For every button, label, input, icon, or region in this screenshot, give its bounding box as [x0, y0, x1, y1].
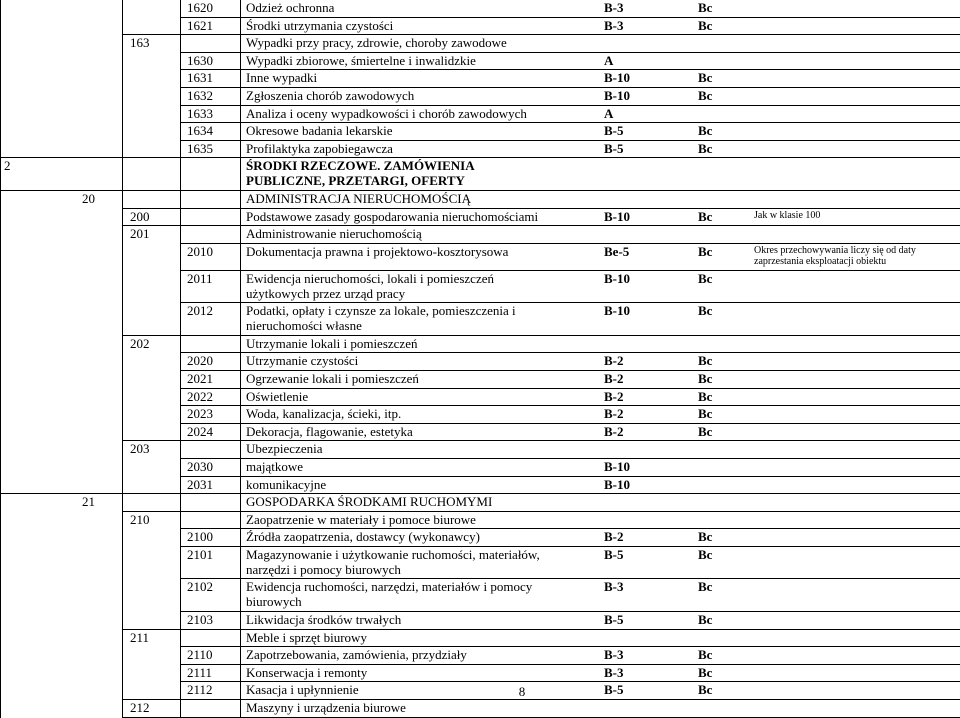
bc-marker: Bc	[698, 406, 713, 422]
class-number: 2020	[187, 353, 213, 369]
class-number: 2112	[187, 682, 213, 698]
table-row	[0, 191, 960, 208]
archive-category: B-10	[604, 70, 630, 86]
class-number: 1621	[187, 17, 213, 33]
class-name: Magazynowanie i użytkowanie ruchomości, materiałów,	[246, 546, 540, 562]
class-name-continued: PUBLICZNE, PRZETARGI, OFERTY	[246, 173, 465, 189]
class-number: 1631	[187, 70, 213, 86]
table-row	[0, 529, 960, 546]
class-number: 2101	[187, 546, 213, 562]
class-number: 2022	[187, 388, 213, 404]
class-number: 2102	[187, 579, 213, 595]
bc-marker: Bc	[698, 423, 713, 439]
archive-category: B-2	[604, 388, 624, 404]
bc-marker: Bc	[698, 208, 713, 224]
class-name: Administrowanie nieruchomością	[246, 226, 422, 242]
class-name: Okresowe badania lekarskie	[246, 123, 393, 139]
class-name: Ubezpieczenia	[246, 441, 323, 457]
table-row	[0, 665, 960, 682]
bc-marker: Bc	[698, 579, 713, 595]
table-row	[0, 353, 960, 370]
archive-category: B-10	[604, 208, 630, 224]
table-row	[0, 141, 960, 158]
table-row	[0, 123, 960, 140]
archive-category: B-3	[604, 647, 624, 663]
class-number: 1635	[187, 140, 213, 156]
section-number: 2	[4, 158, 11, 174]
class-number: 2021	[187, 370, 213, 386]
table-row	[0, 459, 960, 476]
bc-marker: Bc	[698, 388, 713, 404]
page-number: 8	[518, 684, 526, 699]
class-name: Podatki, opłaty i czynsze za lokale, pomieszczenia i	[246, 303, 516, 319]
group-number: 21	[82, 494, 95, 510]
bc-marker: Bc	[698, 17, 713, 33]
bc-marker: Bc	[698, 546, 713, 562]
class-number: 2012	[187, 303, 213, 319]
subgroup-number: 200	[130, 208, 150, 224]
subgroup-number: 203	[130, 441, 150, 457]
class-name: Inne wypadki	[246, 70, 318, 86]
subgroup-number: 210	[130, 511, 150, 527]
class-name-continued: narzędzi i pomocy biurowych	[246, 561, 401, 577]
class-name: Oświetlenie	[246, 388, 309, 404]
bc-marker: Bc	[698, 370, 713, 386]
table-row	[0, 406, 960, 423]
table-row	[0, 0, 960, 17]
class-name: Utrzymanie lokali i pomieszczeń	[246, 335, 418, 351]
table-row	[0, 271, 960, 303]
class-name: Zgłoszenia chorób zawodowych	[246, 88, 415, 103]
subgroup-number: 212	[130, 699, 150, 715]
class-name: Woda, kanalizacja, ścieki, itp.	[246, 406, 402, 422]
bc-marker: Bc	[698, 664, 713, 680]
table-row	[0, 424, 960, 441]
table-row	[0, 512, 960, 529]
archive-category: B-2	[604, 529, 624, 545]
archive-category: B-10	[604, 476, 630, 492]
archive-category: B-5	[604, 123, 624, 139]
table-row	[0, 18, 960, 35]
archive-category: B-10	[604, 270, 630, 286]
archive-category: B-10	[604, 303, 630, 319]
table-row	[0, 88, 960, 105]
archive-category: B-2	[604, 353, 624, 369]
table-row	[0, 53, 960, 70]
archive-category: B-10	[604, 458, 630, 474]
class-name: Ewidencja ruchomości, narzędzi, materiałów i pomocy	[246, 579, 533, 595]
class-name: komunikacyjne	[246, 476, 327, 492]
archive-category: B-5	[604, 546, 624, 562]
class-name: Środki utrzymania czystości	[246, 17, 394, 33]
bc-marker: Bc	[698, 353, 713, 369]
bc-marker: Bc	[698, 529, 713, 545]
class-name: majątkowe	[246, 458, 304, 474]
class-number: 2024	[187, 423, 213, 439]
class-name: Maszyny i urządzenia biurowe	[246, 699, 406, 715]
table-row	[0, 612, 960, 629]
class-name: Ewidencja nieruchomości, lokali i pomieszczeń	[246, 270, 494, 286]
table-row	[0, 389, 960, 406]
class-name: Podstawowe zasady gospodarowania nieruchomościami	[246, 208, 539, 224]
table-row	[0, 158, 960, 190]
table-row	[0, 441, 960, 458]
class-name: ŚRODKI RZECZOWE. ZAMÓWIENIA	[246, 158, 475, 174]
class-name: Odzież ochronna	[246, 0, 335, 15]
class-name: Likwidacja środków trwałych	[246, 611, 402, 627]
archive-category: B-2	[604, 423, 624, 439]
class-name: Wypadki zbiorowe, śmiertelne i inwalidzkie	[246, 52, 476, 68]
bc-marker: Bc	[698, 270, 713, 286]
subgroup-number: 163	[130, 35, 150, 51]
remarks-note: Okres przechowywania liczy się od daty zaprzestania eksploatacji obiektu	[754, 244, 916, 267]
class-name-continued: nieruchomości własne	[246, 318, 362, 334]
archive-category: A	[604, 52, 614, 68]
table-row	[0, 70, 960, 87]
table-row	[0, 226, 960, 243]
class-number: 2103	[187, 611, 213, 627]
subgroup-number: 211	[130, 629, 150, 645]
table-row	[0, 630, 960, 647]
class-number: 2100	[187, 529, 213, 545]
archive-category: B-5	[604, 611, 624, 627]
group-number: 20	[82, 190, 95, 206]
table-row	[0, 579, 960, 611]
class-name: GOSPODARKA ŚRODKAMI RUCHOMYMI	[246, 494, 493, 510]
bc-marker: Bc	[698, 243, 713, 259]
archive-category: B-10	[604, 88, 630, 103]
class-number: 2011	[187, 270, 213, 286]
table-row	[0, 477, 960, 494]
subgroup-number: 201	[130, 226, 150, 242]
archive-category: B-3	[604, 0, 624, 15]
class-name: Utrzymanie czystości	[246, 353, 359, 369]
class-name: Zaopatrzenie w materiały i pomoce biurowe	[246, 511, 476, 527]
class-name: Źródła zaopatrzenia, dostawcy (wykonawcy)	[246, 529, 480, 545]
table-row	[0, 647, 960, 664]
archive-category: B-2	[604, 370, 624, 386]
bc-marker: Bc	[698, 140, 713, 156]
remarks-note: Jak w klasie 100	[754, 209, 821, 221]
class-number: 2031	[187, 476, 213, 492]
table-row	[0, 494, 960, 511]
class-number: 1620	[187, 0, 213, 15]
class-number: 1632	[187, 88, 213, 103]
class-number: 2010	[187, 243, 213, 259]
class-name: Dekoracja, flagowanie, estetyka	[246, 423, 413, 439]
archive-category: B-3	[604, 664, 624, 680]
table-row	[0, 209, 960, 226]
table-row	[0, 244, 960, 270]
bc-marker: Bc	[698, 88, 713, 103]
archive-category: B-5	[604, 140, 624, 156]
class-number: 1630	[187, 52, 213, 68]
archive-category: A	[604, 105, 614, 121]
table-row	[0, 700, 960, 717]
class-name: Wypadki przy pracy, zdrowie, choroby zawodowe	[246, 35, 507, 51]
archive-category: B-2	[604, 406, 624, 422]
bc-marker: Bc	[698, 303, 713, 319]
class-number: 2111	[187, 664, 213, 680]
class-number: 2110	[187, 647, 213, 663]
archive-category: Be-5	[604, 243, 630, 259]
subgroup-number: 202	[130, 335, 150, 351]
table-row	[0, 106, 960, 123]
bc-marker: Bc	[698, 611, 713, 627]
class-name: Konserwacja i remonty	[246, 664, 368, 680]
class-number: 2023	[187, 406, 213, 422]
table-row	[0, 371, 960, 388]
table-row	[0, 35, 960, 52]
class-name: Profilaktyka zapobiegawcza	[246, 140, 393, 156]
archive-category: B-3	[604, 579, 624, 595]
class-name-continued: biurowych	[246, 594, 302, 610]
bc-marker: Bc	[698, 682, 713, 698]
class-number: 2030	[187, 458, 213, 474]
bc-marker: Bc	[698, 0, 713, 15]
archive-category: B-5	[604, 682, 624, 698]
bc-marker: Bc	[698, 123, 713, 139]
class-name: Meble i sprzęt biurowy	[246, 629, 367, 645]
row-rule	[122, 717, 960, 718]
table-row	[0, 336, 960, 353]
table-row	[0, 547, 960, 579]
bc-marker: Bc	[698, 70, 713, 86]
class-name-continued: użytkowych przez urząd pracy	[246, 285, 406, 301]
class-number: 1634	[187, 123, 213, 139]
class-name: Ogrzewanie lokali i pomieszczeń	[246, 370, 419, 386]
class-name: Dokumentacja prawna i projektowo-kosztorysowa	[246, 243, 509, 259]
class-number: 1633	[187, 105, 213, 121]
bc-marker: Bc	[698, 647, 713, 663]
archive-category: B-3	[604, 17, 624, 33]
class-name: Analiza i oceny wypadkowości i chorób zawodowych	[246, 105, 527, 121]
class-name: Zapotrzebowania, zamówienia, przydziały	[246, 647, 467, 663]
class-name: ADMINISTRACJA NIERUCHOMOŚCIĄ	[246, 190, 471, 206]
class-name: Kasacja i upłynnienie	[246, 682, 359, 698]
table-row	[0, 303, 960, 335]
